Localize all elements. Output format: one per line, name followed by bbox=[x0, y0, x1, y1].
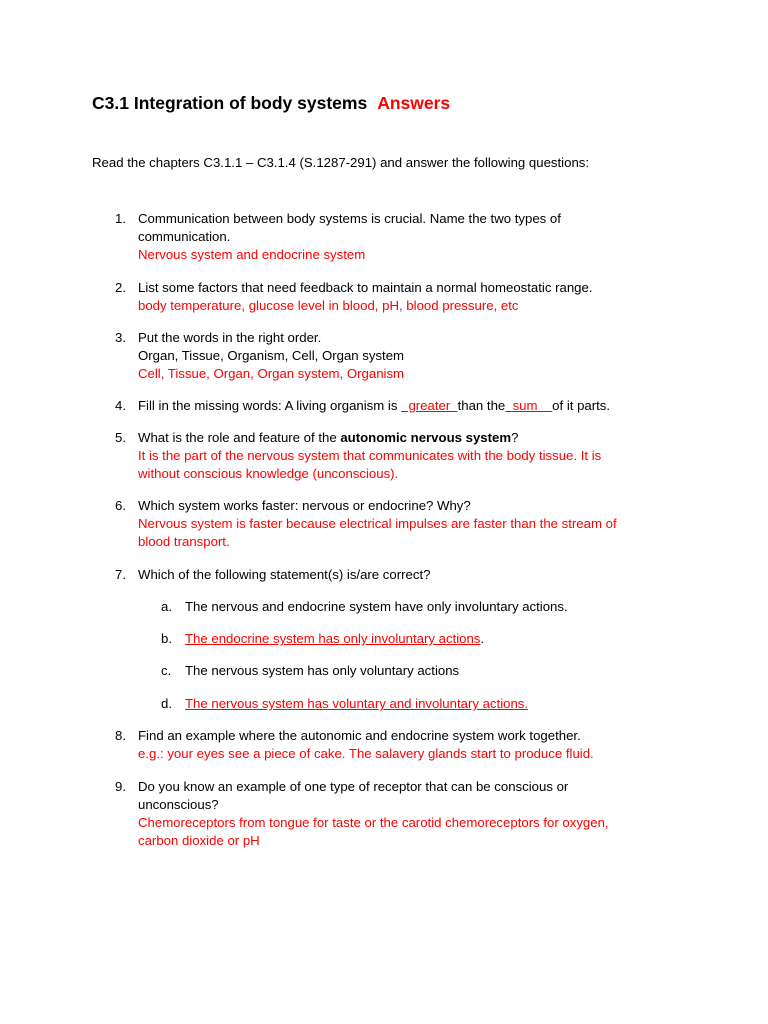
page-title bbox=[92, 94, 450, 112]
option-letter: b. bbox=[161, 631, 172, 646]
option-b: b. The endocrine system has only involuntary actions. bbox=[161, 631, 485, 646]
intro-instructions: Read the chapters C3.1.1 – C3.1.4 (S.1287-291) and answer the following questions: bbox=[92, 155, 590, 170]
option-c bbox=[161, 662, 661, 680]
correct-option-text: The endocrine system has only involuntary actions bbox=[185, 631, 481, 646]
question-text: communication. bbox=[138, 229, 231, 244]
question-number: 2. bbox=[115, 280, 126, 295]
question-4 bbox=[115, 397, 715, 415]
question-number: 9. bbox=[115, 779, 126, 794]
answer-text: carbon dioxide or pH bbox=[138, 833, 260, 848]
question-6 bbox=[115, 497, 695, 551]
question-text: What is the role and feature of the autonomic nervous system? bbox=[138, 430, 519, 445]
question-text: than the bbox=[457, 398, 506, 413]
question-number: 4. bbox=[115, 398, 126, 413]
option-text: The nervous system has only voluntary actions bbox=[185, 663, 460, 678]
question-text: Do you know an example of one type of receptor that can be conscious or bbox=[138, 779, 569, 794]
fill-blank-answer: greater bbox=[401, 398, 458, 413]
bold-term: autonomic nervous system bbox=[340, 430, 512, 445]
option-text: The nervous and endocrine system have only involuntary actions. bbox=[185, 599, 568, 614]
answer-text: e.g.: your eyes see a piece of cake. The salavery glands start to produce fluid. bbox=[138, 746, 594, 761]
option-letter: c. bbox=[161, 663, 172, 678]
question-7 bbox=[115, 566, 675, 584]
question-number: 5. bbox=[115, 430, 126, 445]
question-text: Which system works faster: nervous or endocrine? Why? bbox=[138, 498, 471, 513]
question-number: 3. bbox=[115, 330, 126, 345]
question-number: 7. bbox=[115, 567, 126, 582]
option-letter: d. bbox=[161, 696, 172, 711]
question-number: 8. bbox=[115, 728, 126, 743]
answers-label: Answers bbox=[377, 93, 451, 113]
question-number: 1. bbox=[115, 211, 126, 226]
question-text: Find an example where the autonomic and endocrine system work together. bbox=[138, 728, 581, 743]
question-text: unconscious? bbox=[138, 797, 219, 812]
option-d bbox=[161, 695, 661, 713]
question-text: Which of the following statement(s) is/are correct? bbox=[138, 567, 431, 582]
question-8 bbox=[115, 727, 695, 763]
question-text: Communication between body systems is crucial. Name the two types of bbox=[138, 211, 561, 226]
question-9 bbox=[115, 778, 695, 850]
question-2 bbox=[115, 279, 675, 315]
question-1 bbox=[115, 210, 675, 264]
question-number: 6. bbox=[115, 498, 126, 513]
answer-text: Cell, Tissue, Organ, Organ system, Organism bbox=[138, 366, 405, 381]
question-text: List some factors that need feedback to maintain a normal homeostatic range. bbox=[138, 280, 593, 295]
fill-blank-answer: sum bbox=[505, 398, 553, 413]
question-text: Put the words in the right order. bbox=[138, 330, 322, 345]
answer-text: body temperature, glucose level in blood, pH, blood pressure, etc bbox=[138, 298, 519, 313]
question-text: Organ, Tissue, Organism, Cell, Organ system bbox=[138, 348, 405, 363]
answer-text: Nervous system and endocrine system bbox=[138, 247, 366, 262]
option-a bbox=[161, 598, 661, 616]
correct-option-text: The nervous system has voluntary and involuntary actions. bbox=[185, 696, 529, 711]
answer-text: Nervous system is faster because electrical impulses are faster than the stream of bbox=[138, 516, 617, 531]
question-3 bbox=[115, 329, 675, 383]
title-text: C3.1 Integration of body systems bbox=[92, 93, 368, 113]
option-letter: a. bbox=[161, 599, 172, 614]
answer-text: It is the part of the nervous system that communicates with the body tissue. It is bbox=[138, 448, 602, 463]
question-text: Fill in the missing words: A living organism is bbox=[138, 398, 402, 413]
answer-text: Chemoreceptors from tongue for taste or the carotid chemoreceptors for oxygen, bbox=[138, 815, 609, 830]
answer-text: without conscious knowledge (unconscious). bbox=[138, 466, 399, 481]
answer-text: blood transport. bbox=[138, 534, 230, 549]
question-text: of it parts. bbox=[552, 398, 611, 413]
question-5 bbox=[115, 429, 695, 483]
